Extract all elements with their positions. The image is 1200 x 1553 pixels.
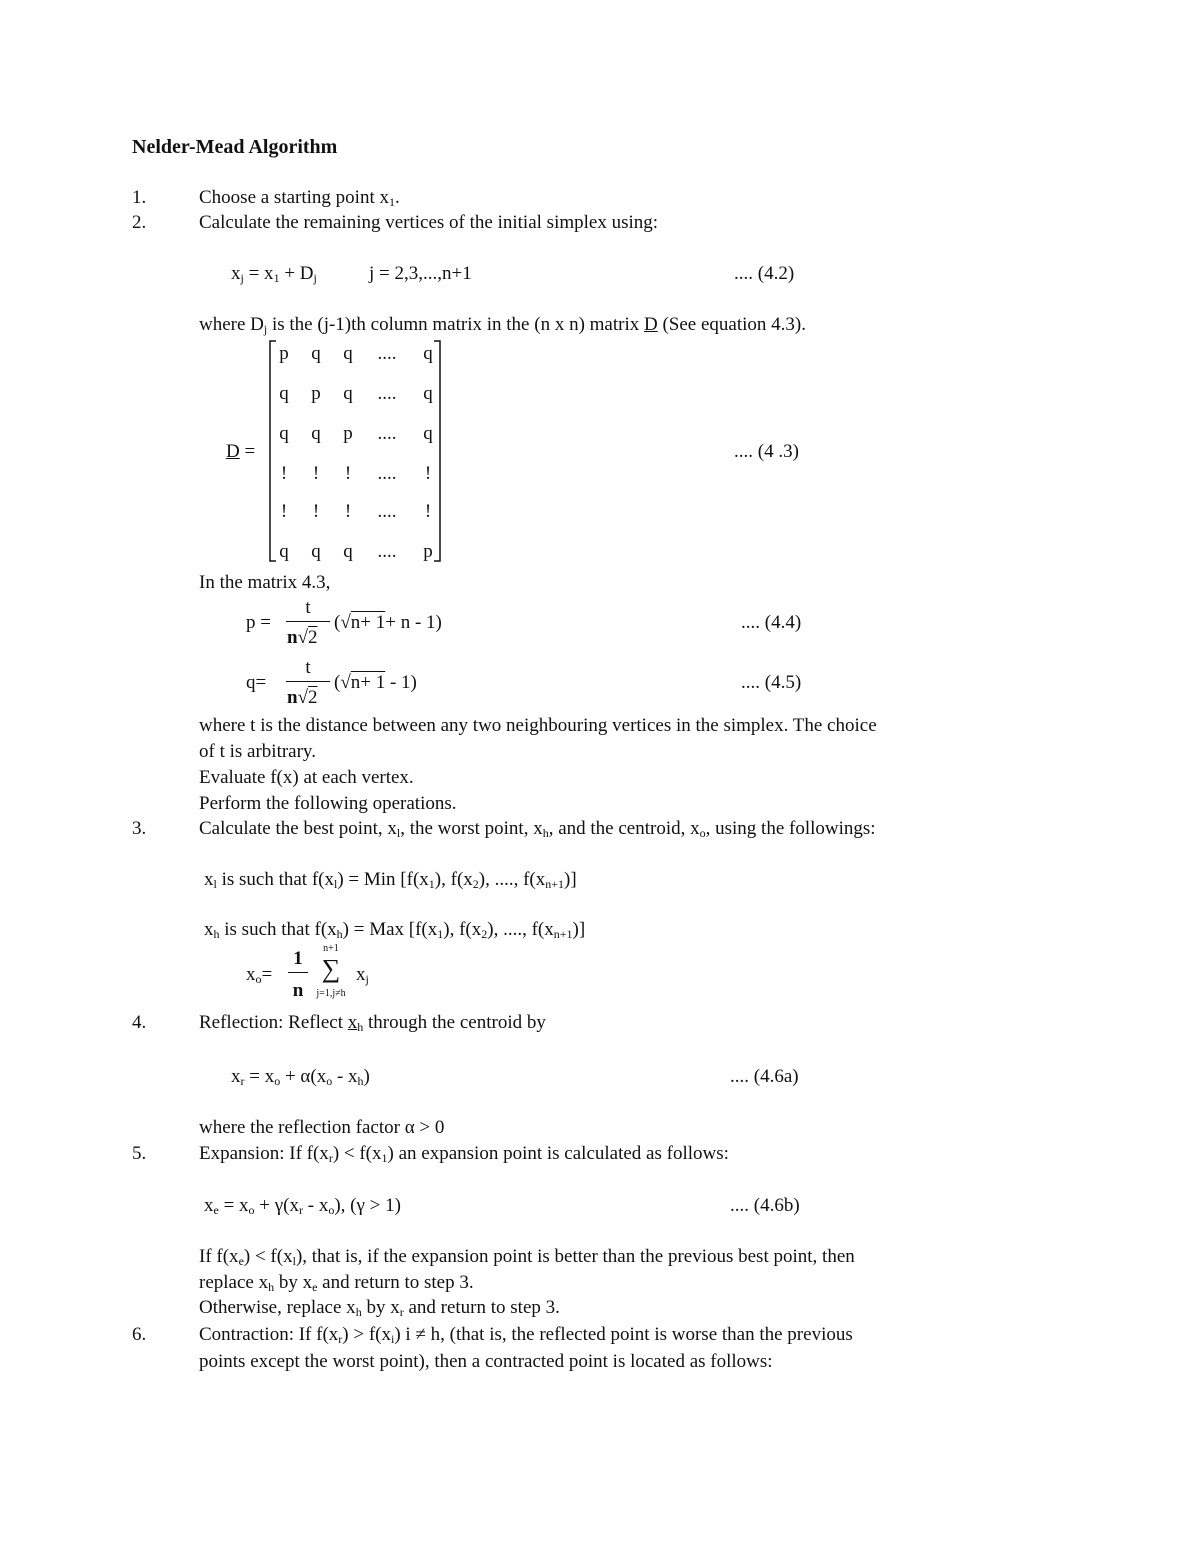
centroid-sum-lower: j=1,j≠h — [316, 988, 346, 999]
equation-4-6a-label: .... (4.6a) — [730, 1066, 799, 1087]
in-matrix-text: In the matrix 4.3, — [199, 572, 331, 593]
equation-4-4-label: .... (4.4) — [741, 612, 802, 633]
eq45-denominator: n√2 — [287, 687, 318, 708]
matrix-cell: q — [279, 423, 289, 444]
equation-4-2: $x_j = x_1 + D_j$ — [231, 263, 317, 285]
matrix-brackets — [268, 339, 442, 563]
reflection-factor-text: where the reflection factor α > 0 — [199, 1117, 445, 1138]
para-t-line1: where t is the distance between any two neighbouring vertices in the simplex. The choice — [199, 715, 877, 736]
matrix-cell: q — [343, 541, 353, 562]
matrix-cell: ! — [280, 501, 288, 522]
eq44-lhs: p = — [246, 612, 271, 633]
centroid-sum-sign: ∑ — [321, 954, 341, 983]
matrix-cell: q — [311, 343, 321, 364]
best-point-definition: $x_l$ is such that $f(x_l)$ = Min [$f(x_1)$, $f(x_2)$, ...., $f(x_{n+1})$] — [204, 869, 577, 891]
eq45-fraction-bar — [286, 681, 330, 682]
eq44-fraction-bar — [286, 621, 330, 622]
step-5-text: Expansion: If $f(x_r) < f(x_1)$ an expansion point is calculated as follows: — [199, 1143, 729, 1165]
matrix-cell: q — [311, 541, 321, 562]
matrix-cell: .... — [377, 501, 397, 522]
matrix-cell: q — [423, 423, 433, 444]
matrix-cell: q — [343, 343, 353, 364]
matrix-cell: .... — [377, 343, 397, 364]
matrix-cell: ! — [424, 501, 432, 522]
equation-4-6b-label: .... (4.6b) — [730, 1195, 800, 1216]
matrix-cell: q — [279, 383, 289, 404]
eq45-lhs: q= — [246, 672, 267, 693]
step-5-number: 5. — [132, 1143, 147, 1164]
worst-point-definition: $x_h$ is such that $f(x_h)$ = Max [$f(x_1)$, $f(x_2)$, ...., $f(x_{n+1})$] — [204, 919, 586, 941]
matrix-cell: .... — [377, 463, 397, 484]
matrix-cell: ! — [280, 463, 288, 484]
eq45-numerator: t — [305, 657, 311, 678]
para-t-line3: Evaluate f(x) at each vertex. — [199, 767, 414, 788]
step-6-number: 6. — [132, 1324, 147, 1345]
step-1-number: 1. — [132, 187, 147, 208]
expansion-para-line2: replace $x_h$ by $x_e$ and return to step 3. — [199, 1272, 474, 1294]
centroid-denominator: n — [292, 980, 304, 1001]
step-2-text: Calculate the remaining vertices of the initial simplex using: — [199, 212, 659, 233]
eq44-numerator: t — [305, 597, 311, 618]
matrix-cell: ! — [344, 501, 352, 522]
step-4-text: Reflection: Reflect $x_h$ through the centroid by — [199, 1012, 546, 1034]
matrix-cell: q — [423, 383, 433, 404]
equation-4-6b: $x_e = x_o + \gamma(x_r - x_o)$, (γ > 1) — [204, 1195, 401, 1217]
eq44-denominator: n√2 — [287, 627, 318, 648]
equation-4-6a: $x_r = x_o + \alpha(x_o - x_h)$ — [231, 1066, 370, 1088]
step-1-text: Choose a starting point $x_1$. — [199, 187, 400, 209]
step-6-text: Contraction: If $f(x_r) > f(x_i) i \ne h$, (that is, the reflected point is worse than the previous — [199, 1324, 853, 1346]
para-t-line2: of t is arbitrary. — [199, 741, 316, 762]
para-t-line4: Perform the following operations. — [199, 793, 457, 814]
matrix-cell: p — [279, 343, 289, 364]
equation-4-2-label: .... (4.2) — [734, 263, 795, 284]
matrix-cell: ! — [424, 463, 432, 484]
centroid-fraction-bar — [288, 972, 308, 973]
matrix-cell: q — [343, 383, 353, 404]
matrix-cell: q — [423, 343, 433, 364]
step-3-number: 3. — [132, 818, 147, 839]
centroid-lhs: $x_o=$ — [246, 964, 273, 986]
matrix-d — [268, 339, 442, 563]
centroid-numerator: 1 — [293, 948, 303, 969]
matrix-cell: .... — [377, 541, 397, 562]
step-4-number: 4. — [132, 1012, 147, 1033]
matrix-cell: q — [279, 541, 289, 562]
matrix-cell: ! — [312, 501, 320, 522]
step-6-text-line2: points except the worst point), then a contracted point is located as follows: — [199, 1351, 773, 1372]
matrix-cell: ! — [312, 463, 320, 484]
matrix-cell: ! — [344, 463, 352, 484]
matrix-cell: .... — [377, 383, 397, 404]
matrix-cell: .... — [377, 423, 397, 444]
step-2-number: 2. — [132, 212, 147, 233]
where-d-text: where $D_j$ is the (j-1)th column matrix in the (n x n) matrix D (See equation 4.3). — [199, 314, 806, 336]
matrix-cell: p — [423, 541, 433, 562]
matrix-lhs: D = — [226, 441, 256, 462]
equation-4-2-range: j = 2,3,...,n+1 — [369, 263, 472, 284]
equation-4-3-label: .... (4 .3) — [734, 441, 799, 462]
centroid-sum-upper: n+1 — [323, 943, 339, 954]
expansion-para-line1: If $f(x_e) < f(x_l)$, that is, if the expansion point is better than the previous best point, then — [199, 1246, 855, 1268]
eq44-body: (√n+ 1+ n - 1) — [334, 612, 442, 633]
expansion-para-line3: Otherwise, replace $x_h$ by $x_r$ and return to step 3. — [199, 1297, 560, 1319]
matrix-cell: q — [311, 423, 321, 444]
matrix-cell: p — [343, 423, 353, 444]
page-title: Nelder-Mead Algorithm — [132, 136, 338, 158]
equation-4-5-label: .... (4.5) — [741, 672, 802, 693]
eq45-body: (√n+ 1 - 1) — [334, 672, 417, 693]
matrix-cell: p — [311, 383, 321, 404]
centroid-term: $x_j$ — [356, 964, 369, 986]
step-3-text: Calculate the best point, $x_l$, the worst point, $x_h$, and the centroid, $x_o$, using the followings: — [199, 818, 876, 840]
